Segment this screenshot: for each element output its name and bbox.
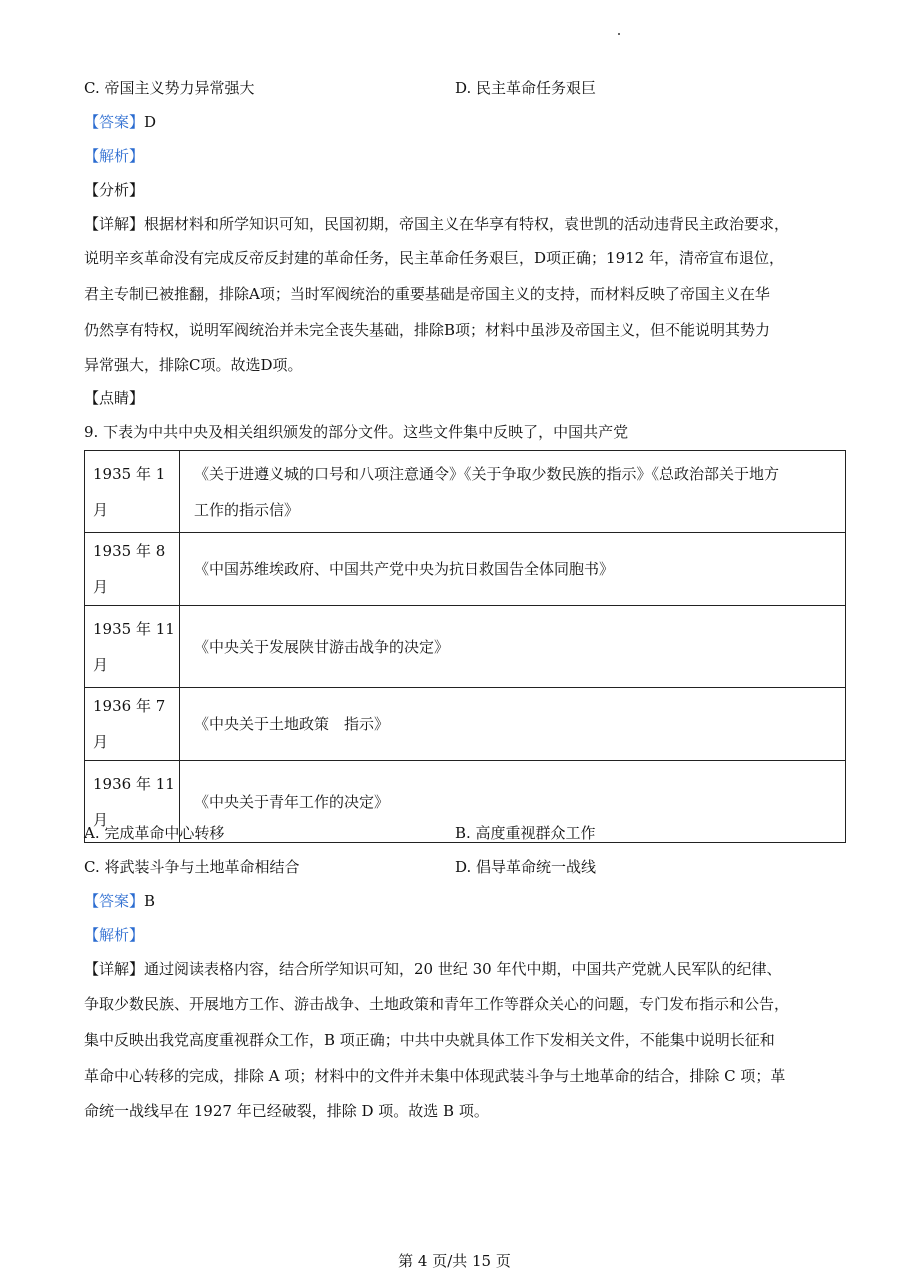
date-line: 1936 年 11 — [93, 774, 175, 793]
q9-stem: 9. 下表为中共中央及相关组织颁发的部分文件。这些文件集中反映了，中国共产党 — [84, 423, 629, 441]
table-cell-doc: 《中央关于土地政策 指示》 — [180, 688, 846, 761]
q8-dianjing-tag: 【点睛】 — [84, 389, 145, 407]
answer-tag: 【答案】 — [84, 892, 145, 910]
documents-table — [84, 450, 846, 843]
answer-value: B — [144, 892, 156, 910]
q8-detail-line-4: 仍然享有特权，说明军阀统治并未完全丧失基础，排除B项；材料中虽涉及帝国主义，但不能说明其势力 — [84, 321, 771, 339]
table-cell-date — [85, 606, 180, 688]
detail-tag: 【详解】 — [84, 960, 145, 978]
detail-text: 通过阅读表格内容，结合所学知识可知，20 世纪 30 年代中期，中国共产党就人民军队的纪律、 — [144, 960, 782, 978]
date-line: 1935 年 11 — [93, 619, 175, 638]
table-row — [85, 606, 846, 688]
q8-analysis-tag: 【解析】 — [84, 147, 145, 165]
q9-detail-line-1 — [84, 959, 782, 979]
doc-line: 《关于进遵义城的口号和八项注意通令》《关于争取少数民族的指示》《总政治部关于地方 — [194, 464, 780, 483]
q9-option-b: B. 高度重视群众工作 — [455, 824, 596, 842]
q8-answer — [84, 112, 156, 132]
q8-detail-line-5: 异常强大，排除C项。故选D项。 — [84, 356, 303, 374]
table-cell-doc — [180, 451, 846, 533]
detail-text: 根据材料和所学知识可知，民国初期，帝国主义在华享有特权，袁世凯的活动违背民主政治要求， — [144, 215, 790, 233]
table-cell-date: 1935 年 1 月 — [85, 451, 180, 533]
date-line: 月 — [93, 810, 109, 829]
table-cell-date: 1935 年 8 月 — [85, 533, 180, 606]
q9-option-d: D. 倡导革命统一战线 — [455, 858, 597, 876]
table-cell-doc: 《中央关于发展陕甘游击战争的决定》 — [180, 606, 846, 688]
page-footer: 第 4 页/共 15 页 — [398, 1252, 511, 1270]
q9-option-a: A. 完成革命中心转移 — [84, 824, 225, 842]
q9-detail-line-2: 争取少数民族、开展地方工作、游击战争、土地政策和青年工作等群众关心的问题，专门发布指示和公告， — [84, 995, 790, 1013]
table-row — [85, 533, 846, 606]
q9-analysis-tag: 【解析】 — [84, 926, 145, 944]
doc-line: 工作的指示信》 — [194, 500, 300, 519]
q8-option-c: C. 帝国主义势力异常强大 — [84, 79, 255, 97]
date-line: 月 — [93, 655, 109, 674]
q9-detail-line-3: 集中反映出我党高度重视群众工作，B 项正确；中共中央就具体工作下发相关文件，不能集中说明长征和 — [84, 1031, 775, 1049]
q8-detail-line-2: 说明辛亥革命没有完成反帝反封建的革命任务，民主革命任务艰巨，D项正确；1912 年，清帝宣布退位， — [84, 249, 784, 267]
answer-tag: 【答案】 — [84, 113, 145, 131]
q9-detail-line-4: 革命中心转移的完成，排除 A 项；材料中的文件并未集中体现武装斗争与土地革命的结合，排除 C 项；革 — [84, 1067, 786, 1085]
table-cell-date: 1936 年 7 月 — [85, 688, 180, 761]
scan-dot — [618, 33, 620, 35]
q9-detail-line-5: 命统一战线早在 1927 年已经破裂，排除 D 项。故选 B 项。 — [84, 1102, 489, 1120]
table-row — [85, 451, 846, 533]
table-cell-doc: 《中国苏维埃政府、中国共产党中央为抗日救国告全体同胞书》 — [180, 533, 846, 606]
answer-value: D — [144, 113, 157, 131]
q8-detail-line-1 — [84, 214, 789, 234]
table-cell-doc: 《中央关于青年工作的决定》 — [180, 761, 846, 843]
q8-fenxi-tag: 【分析】 — [84, 181, 145, 199]
q8-option-d: D. 民主革命任务艰巨 — [455, 79, 597, 97]
q9-answer — [84, 891, 155, 911]
q8-detail-line-3: 君主专制已被推翻，排除A项；当时军阀统治的重要基础是帝国主义的支持，而材料反映了帝国主义在华 — [84, 285, 770, 303]
q9-option-c: C. 将武装斗争与土地革命相结合 — [84, 858, 300, 876]
table-row — [85, 688, 846, 761]
detail-tag: 【详解】 — [84, 215, 145, 233]
